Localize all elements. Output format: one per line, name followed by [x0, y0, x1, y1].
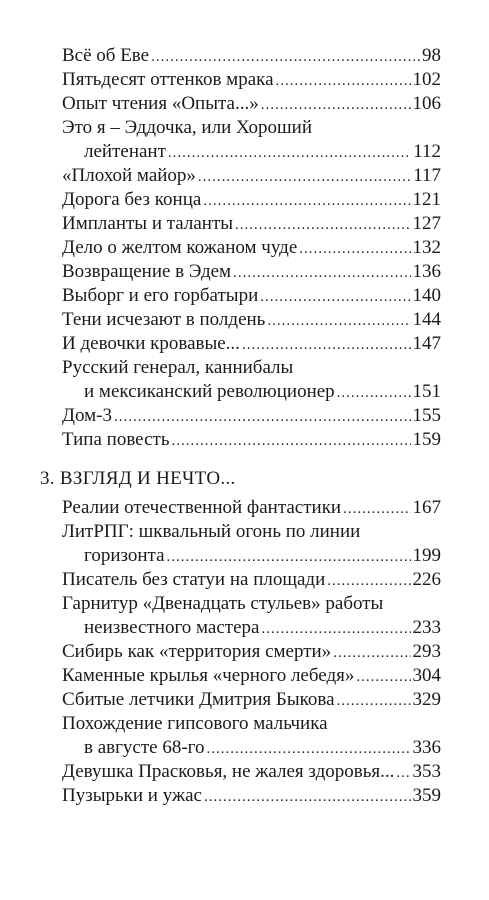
toc-entry-row	[62, 332, 441, 356]
toc-entry-row	[62, 760, 441, 784]
dot-leader	[337, 689, 411, 713]
toc-entry-row	[62, 784, 441, 808]
toc-entry-title: Дорога без конца	[62, 189, 202, 210]
toc-entry	[62, 404, 441, 428]
toc-entry	[62, 236, 441, 260]
toc-entry-row	[62, 92, 441, 116]
toc-entry	[62, 784, 441, 808]
dot-leader	[203, 189, 410, 213]
toc-entry-title: Тени исчезают в полдень	[62, 309, 266, 330]
toc-entry-title: Реалии отечественной фантастики	[62, 497, 342, 518]
toc-entry	[62, 760, 441, 784]
toc-entry	[62, 92, 441, 116]
section-gap	[0, 452, 489, 467]
toc-entry-row	[62, 428, 441, 452]
toc-entry-title: «Плохой майор»	[62, 165, 196, 186]
toc-entry-title: Это я – Эддочка, или Хороший	[62, 117, 312, 138]
toc-entry	[62, 212, 441, 236]
toc-entry	[62, 664, 441, 688]
toc-entry-title: Гарнитур «Двенадцать стульев» работы	[62, 593, 384, 614]
dot-leader	[172, 429, 411, 453]
toc-entry-title: Писатель без статуи на площади	[62, 569, 326, 590]
toc-entry-row	[62, 736, 441, 760]
toc-entry-title: Сибирь как «территория смерти»	[62, 641, 332, 662]
dot-leader	[198, 165, 411, 189]
toc-entry-title: Похождение гипсового мальчика	[62, 713, 328, 734]
toc-entry-row	[62, 188, 441, 212]
toc-group-2	[0, 496, 489, 808]
toc-entry	[62, 116, 441, 164]
toc-group-1	[0, 44, 489, 452]
toc-entry-title: Дом-3	[62, 405, 112, 426]
page-number: 293	[412, 641, 441, 662]
dot-leader	[167, 545, 411, 569]
toc-entry-row	[62, 308, 441, 332]
dot-leader	[337, 381, 411, 405]
toc-entry-title: неизвестного мастера	[84, 617, 260, 638]
page-number: 336	[412, 737, 441, 758]
page-number: 117	[413, 165, 441, 186]
section-3-title: 3. ВЗГЛЯД И НЕЧТО...	[40, 468, 236, 489]
page-number: 147	[412, 333, 441, 354]
toc-entry-title: Типа повесть	[62, 429, 170, 450]
table-of-contents	[0, 44, 489, 808]
dot-leader	[299, 237, 410, 261]
toc-entry-title: Русский генерал, каннибалы	[62, 357, 294, 378]
page-number: 132	[412, 237, 441, 258]
page-number: 159	[412, 429, 441, 450]
page-number: 226	[412, 569, 441, 590]
dot-leader	[261, 93, 411, 117]
toc-entry-title: Сбитые летчики Дмитрия Быкова	[62, 689, 335, 710]
dot-leader	[242, 333, 411, 357]
toc-entry	[62, 260, 441, 284]
toc-entry-row	[62, 688, 441, 712]
page-number: 144	[412, 309, 441, 330]
page-number: 155	[412, 405, 441, 426]
page-number: 167	[412, 497, 441, 518]
page-number: 353	[412, 761, 441, 782]
toc-entry	[62, 68, 441, 92]
page-number: 136	[412, 261, 441, 282]
toc-entry-title: ЛитРПГ: шквальный огонь по линии	[62, 521, 361, 542]
toc-entry	[62, 188, 441, 212]
page-number: 106	[412, 93, 441, 114]
page-number: 140	[412, 285, 441, 306]
toc-entry	[62, 164, 441, 188]
dot-leader	[333, 641, 410, 665]
page-number: 121	[412, 189, 441, 210]
toc-entry-title: лейтенант	[84, 141, 166, 162]
toc-entry-row	[62, 568, 441, 592]
toc-entry-title: горизонта	[84, 545, 165, 566]
page-number: 98	[422, 45, 441, 66]
toc-entry-title: Девушка Прасковья, не жалея здоровья...	[62, 761, 395, 782]
dot-leader	[235, 213, 410, 237]
toc-entry	[62, 332, 441, 356]
dot-leader	[168, 141, 411, 165]
toc-entry-title: и мексиканский революционер	[84, 381, 335, 402]
page-number: 151	[412, 381, 441, 402]
toc-entry-title: Возвращение в Эдем	[62, 261, 232, 282]
toc-entry-row	[62, 616, 441, 640]
toc-entry-row	[62, 140, 441, 164]
page-number: 102	[412, 69, 441, 90]
toc-entry-title: Опыт чтения «Опыта...»	[62, 93, 259, 114]
toc-entry	[62, 568, 441, 592]
page-number: 112	[413, 141, 441, 162]
page-number: 329	[412, 689, 441, 710]
toc-entry	[62, 284, 441, 308]
toc-entry	[62, 712, 441, 760]
toc-entry-row	[62, 664, 441, 688]
toc-entry-title: Выборг и его горбатыри	[62, 285, 259, 306]
dot-leader	[260, 285, 410, 309]
dot-leader	[327, 569, 410, 593]
toc-entry-row	[62, 44, 441, 68]
dot-leader	[396, 761, 410, 785]
toc-entry-title: Каменные крылья «черного лебедя»	[62, 665, 355, 686]
toc-entry-row	[62, 68, 441, 92]
dot-leader	[204, 785, 411, 809]
toc-entry-row	[62, 380, 441, 404]
dot-leader	[207, 737, 411, 761]
toc-entry	[62, 496, 441, 520]
toc-entry-row	[62, 284, 441, 308]
toc-entry-row	[62, 640, 441, 664]
toc-entry	[62, 688, 441, 712]
toc-entry	[62, 44, 441, 68]
toc-entry	[62, 520, 441, 568]
dot-leader	[343, 497, 410, 521]
toc-entry-row	[62, 404, 441, 428]
toc-entry-title: Дело о желтом кожаном чуде	[62, 237, 298, 258]
toc-entry	[62, 308, 441, 332]
dot-leader	[276, 69, 411, 93]
toc-entry-row	[62, 212, 441, 236]
toc-entry-title: в августе 68-го	[84, 737, 205, 758]
dot-leader	[233, 261, 410, 285]
toc-entry-row	[62, 260, 441, 284]
dot-leader	[261, 617, 410, 641]
dot-leader	[114, 405, 411, 429]
toc-entry-title: Всё об Еве	[62, 45, 150, 66]
toc-entry	[62, 356, 441, 404]
toc-entry-row	[62, 164, 441, 188]
page-number: 199	[412, 545, 441, 566]
toc-entry-title: Пузырьки и ужас	[62, 785, 202, 806]
toc-entry-row	[62, 544, 441, 568]
toc-entry-row	[62, 496, 441, 520]
dot-leader	[267, 309, 410, 333]
dot-leader	[151, 45, 420, 69]
toc-entry-row	[62, 236, 441, 260]
toc-entry	[62, 640, 441, 664]
page-number: 359	[412, 785, 441, 806]
page-number: 233	[412, 617, 441, 638]
toc-entry-title: Импланты и таланты	[62, 213, 234, 234]
page-number: 304	[412, 665, 441, 686]
toc-entry	[62, 428, 441, 452]
toc-entry	[62, 592, 441, 640]
toc-entry-title: И девочки кровавые...	[62, 333, 240, 354]
page-number: 127	[412, 213, 441, 234]
dot-leader	[356, 665, 410, 689]
toc-entry-title: Пятьдесят оттенков мрака	[62, 69, 274, 90]
